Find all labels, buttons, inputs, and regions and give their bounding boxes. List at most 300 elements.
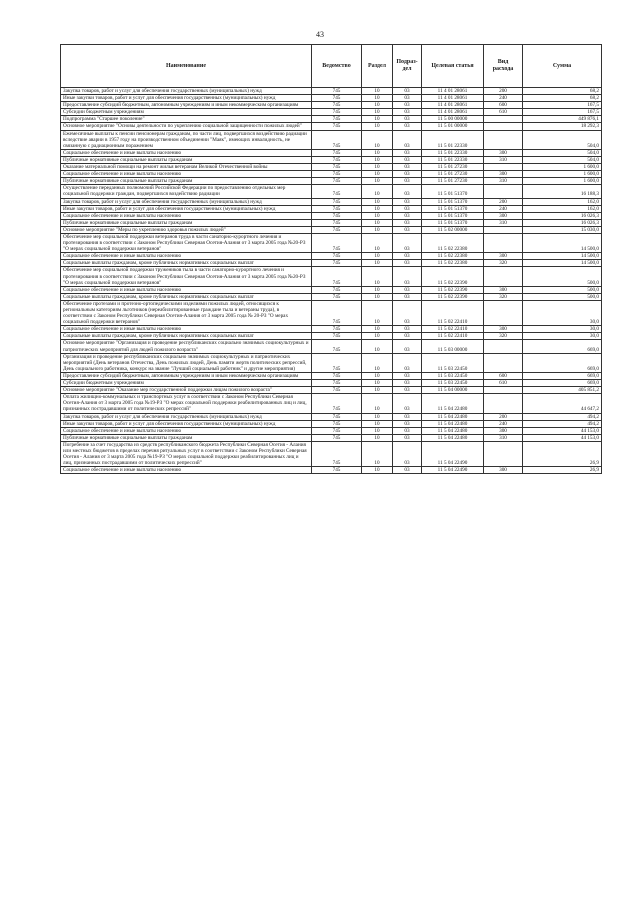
table-row [61,109,602,116]
row-name: Социальное обеспечение и иные выплаты населению [61,253,312,260]
row-name: Осуществление переданных полномочий Российской Федерации по предоставлению отдельных мер социальной поддержки граждан, подвергшихся воздействию радиации [61,185,312,198]
row-sum: 500,0 [523,267,602,286]
budget-table [60,44,602,474]
row-target-article: 11 5 04 22490 [422,441,484,466]
row-sum: 449 876,1 [523,116,602,123]
row-target-article: 11 5 01 27230 [422,171,484,178]
table-row [61,226,602,233]
table-row [61,95,602,102]
row-sum: 167,5 [523,102,602,109]
row-razdel: 10 [362,156,393,163]
row-vedomstvo: 745 [312,427,362,434]
row-vedomstvo: 745 [312,413,362,420]
row-name: Публичные нормативные социальные выплаты гражданам [61,434,312,441]
row-target-article: 11 5 03 22450 [422,372,484,379]
row-target-article: 11 5 02 22410 [422,300,484,325]
row-podrazdel: 03 [393,353,422,372]
row-podrazdel: 03 [393,467,422,474]
row-podrazdel: 03 [393,333,422,340]
row-podrazdel: 03 [393,394,422,413]
row-name: Закупка товаров, работ и услуг для обеспечения государственных (муниципальных) нужд [61,198,312,205]
row-razdel: 10 [362,372,393,379]
row-expense-type: 200 [484,198,523,205]
row-vedomstvo: 745 [312,205,362,212]
row-sum: 14 500,0 [523,253,602,260]
row-name: Обеспечение мер социальной поддержки тружеников тыла в части санаторно-курортного лечения и протезирования в соответствии с Законом Республики Северная Осетия-Алания от 3 марта 2005 года №20-РЗ "О мерах социальной поддержки ветеранов" [61,267,312,286]
row-razdel: 10 [362,109,393,116]
row-vedomstvo: 745 [312,109,362,116]
row-razdel: 10 [362,164,393,171]
row-expense-type: 320 [484,293,523,300]
row-podrazdel: 03 [393,326,422,333]
row-razdel: 10 [362,267,393,286]
row-sum: 494,2 [523,413,602,420]
table-row [61,219,602,226]
row-sum: 405 851,2 [523,387,602,394]
row-expense-type: 310 [484,178,523,185]
row-podrazdel: 03 [393,253,422,260]
row-expense-type: 610 [484,380,523,387]
table-row [61,420,602,427]
row-vedomstvo: 745 [312,178,362,185]
row-podrazdel: 03 [393,102,422,109]
row-sum: 44 153,0 [523,434,602,441]
row-podrazdel: 03 [393,185,422,198]
row-vedomstvo: 745 [312,123,362,130]
row-target-article: 11 5 01 22330 [422,130,484,149]
row-razdel: 10 [362,102,393,109]
row-sum: 68,2 [523,95,602,102]
row-expense-type: 320 [484,260,523,267]
row-sum: 162,0 [523,198,602,205]
row-target-article: 11 5 02 22380 [422,260,484,267]
table-row [61,164,602,171]
row-vedomstvo: 745 [312,353,362,372]
row-target-article: 11 5 01 51370 [422,212,484,219]
row-podrazdel: 03 [393,226,422,233]
row-sum: 16 026,3 [523,212,602,219]
row-vedomstvo: 745 [312,219,362,226]
row-target-article: 11 5 04 00000 [422,387,484,394]
row-vedomstvo: 745 [312,467,362,474]
row-target-article: 11 5 01 51370 [422,205,484,212]
row-target-article: 11 5 01 27230 [422,178,484,185]
row-vedomstvo: 745 [312,333,362,340]
table-row [61,413,602,420]
row-target-article: 11 5 01 51370 [422,185,484,198]
header-expense-type: Вид расхода [484,45,523,88]
row-podrazdel: 03 [393,286,422,293]
row-razdel: 10 [362,123,393,130]
row-target-article: 11 5 03 00000 [422,340,484,353]
row-podrazdel: 03 [393,219,422,226]
table-row [61,293,602,300]
row-target-article: 11 4 01 28061 [422,88,484,95]
row-target-article: 11 5 02 22390 [422,286,484,293]
row-razdel: 10 [362,326,393,333]
row-expense-type [484,233,523,252]
row-name: Организация и проведение республиканских социально значимых социокультурных и патриотических мероприятий (День ветеранов Отечества, День пожилых людей, День памяти жертв политических репрессий, День социального работника, конкурс на звание "Лучший социальный работник" и другие мероприятия) [61,353,312,372]
row-expense-type [484,300,523,325]
row-razdel: 10 [362,226,393,233]
row-expense-type: 240 [484,205,523,212]
table-row [61,380,602,387]
row-sum: 669,0 [523,380,602,387]
row-sum: 500,0 [523,286,602,293]
row-razdel: 10 [362,413,393,420]
row-expense-type: 300 [484,149,523,156]
row-name: Социальное обеспечение и иные выплаты населению [61,149,312,156]
row-expense-type [484,116,523,123]
row-razdel: 10 [362,130,393,149]
row-podrazdel: 03 [393,441,422,466]
row-name: Оказание материальной помощи на ремонт жилья ветеранам Великой Отечественной войны [61,164,312,171]
row-sum: 44 647,2 [523,394,602,413]
row-sum: 26,9 [523,441,602,466]
row-razdel: 10 [362,178,393,185]
row-name: Социальное обеспечение и иные выплаты населению [61,467,312,474]
table-row [61,434,602,441]
row-razdel: 10 [362,441,393,466]
row-name: Социальное обеспечение и иные выплаты населению [61,171,312,178]
row-sum: 16 026,3 [523,219,602,226]
row-razdel: 10 [362,260,393,267]
row-vedomstvo: 745 [312,88,362,95]
row-name: Публичные нормативные социальные выплаты гражданам [61,178,312,185]
header-vedomstvo: Ведомство [312,45,362,88]
row-expense-type [484,353,523,372]
table-row [61,253,602,260]
table-row [61,286,602,293]
table-row [61,178,602,185]
row-podrazdel: 03 [393,178,422,185]
table-row [61,340,602,353]
row-sum: 30,0 [523,333,602,340]
row-podrazdel: 03 [393,387,422,394]
row-vedomstvo: 745 [312,441,362,466]
row-razdel: 10 [362,88,393,95]
row-name: Публичные нормативные социальные выплаты гражданам [61,219,312,226]
table-row [61,156,602,163]
row-name: Оплата жилищно-коммунальных и транспортных услуг в соответствии с Законом Республики Северная Осетия-Алания от 3 марта 2005 года №19-РЗ "О мерах социальной поддержки реабилитированных лиц и лиц, признанных пострадавшими от политических репрессий" [61,394,312,413]
row-expense-type: 310 [484,219,523,226]
row-target-article: 11 5 01 51370 [422,198,484,205]
row-podrazdel: 03 [393,130,422,149]
row-vedomstvo: 745 [312,233,362,252]
row-target-article: 11 5 04 22480 [422,394,484,413]
row-razdel: 10 [362,380,393,387]
row-vedomstvo: 745 [312,95,362,102]
row-razdel: 10 [362,434,393,441]
row-name: Иные закупки товаров, работ и услуг для обеспечения государственных (муниципальных) нужд [61,205,312,212]
row-razdel: 10 [362,171,393,178]
row-razdel: 10 [362,233,393,252]
row-sum: 162,0 [523,205,602,212]
row-name: Предоставление субсидий бюджетным, автономным учреждениям и иным некоммерческим организациям [61,372,312,379]
row-name: Основное мероприятие "Оказание мер государственной поддержки лицам пожилого возраста" [61,387,312,394]
row-name: Публичные нормативные социальные выплаты гражданам [61,156,312,163]
row-podrazdel: 03 [393,123,422,130]
row-podrazdel: 03 [393,420,422,427]
row-sum: 504,0 [523,149,602,156]
row-vedomstvo: 745 [312,286,362,293]
row-name: Социальное обеспечение и иные выплаты населению [61,427,312,434]
row-target-article: 11 5 02 22380 [422,253,484,260]
row-razdel: 10 [362,116,393,123]
row-expense-type [484,130,523,149]
table-row [61,260,602,267]
header-target-article: Целевая статья [422,45,484,88]
row-sum: 14 500,0 [523,233,602,252]
row-name: Социальное обеспечение и иные выплаты населению [61,286,312,293]
row-podrazdel: 03 [393,149,422,156]
row-sum: 1 600,0 [523,171,602,178]
table-row [61,212,602,219]
table-row [61,233,602,252]
table-row [61,267,602,286]
row-sum: 44 153,0 [523,427,602,434]
row-podrazdel: 03 [393,434,422,441]
row-podrazdel: 03 [393,413,422,420]
table-row [61,149,602,156]
row-vedomstvo: 745 [312,102,362,109]
row-sum: 500,0 [523,293,602,300]
table-row [61,198,602,205]
header-razdel: Раздел [362,45,393,88]
row-name: Социальные выплаты гражданам, кроме публичных нормативных социальных выплат [61,260,312,267]
row-expense-type [484,226,523,233]
row-name: Основное мероприятие "Меры по укреплению здоровья пожилых людей" [61,226,312,233]
row-vedomstvo: 745 [312,372,362,379]
row-razdel: 10 [362,427,393,434]
table-row [61,123,602,130]
row-expense-type: 200 [484,88,523,95]
row-vedomstvo: 745 [312,156,362,163]
row-podrazdel: 03 [393,116,422,123]
row-name: Социальные выплаты гражданам, кроме публичных нормативных социальных выплат [61,293,312,300]
row-target-article: 11 5 04 22480 [422,413,484,420]
row-expense-type: 320 [484,333,523,340]
row-razdel: 10 [362,286,393,293]
row-target-article: 11 5 02 22410 [422,333,484,340]
row-podrazdel: 03 [393,233,422,252]
row-target-article: 11 5 02 22380 [422,233,484,252]
row-podrazdel: 03 [393,260,422,267]
row-vedomstvo: 745 [312,420,362,427]
row-target-article: 11 5 01 00000 [422,123,484,130]
row-sum: 669,0 [523,372,602,379]
row-target-article: 11 5 03 22450 [422,353,484,372]
row-sum: 669,0 [523,353,602,372]
row-podrazdel: 03 [393,372,422,379]
row-target-article: 11 5 04 22490 [422,467,484,474]
row-target-article: 11 5 01 51370 [422,219,484,226]
row-expense-type: 600 [484,102,523,109]
row-expense-type: 200 [484,413,523,420]
row-sum: 494,2 [523,420,602,427]
row-podrazdel: 03 [393,109,422,116]
row-sum: 504,0 [523,130,602,149]
row-name: Субсидии бюджетным учреждениям [61,109,312,116]
row-podrazdel: 03 [393,164,422,171]
row-podrazdel: 03 [393,205,422,212]
row-vedomstvo: 745 [312,387,362,394]
row-vedomstvo: 745 [312,260,362,267]
row-target-article: 11 4 01 28061 [422,95,484,102]
row-vedomstvo: 745 [312,380,362,387]
row-target-article: 11 5 02 22390 [422,293,484,300]
row-vedomstvo: 745 [312,326,362,333]
row-expense-type: 310 [484,156,523,163]
row-target-article: 11 5 04 22480 [422,434,484,441]
row-razdel: 10 [362,185,393,198]
row-target-article: 11 5 02 00000 [422,226,484,233]
row-razdel: 10 [362,205,393,212]
row-sum: 26,9 [523,467,602,474]
row-expense-type: 240 [484,95,523,102]
row-podrazdel: 03 [393,212,422,219]
table-row [61,394,602,413]
row-name: Социальные выплаты гражданам, кроме публичных нормативных социальных выплат [61,333,312,340]
row-target-article: 11 4 01 28061 [422,102,484,109]
row-sum: 14 500,0 [523,260,602,267]
row-expense-type: 300 [484,212,523,219]
table-row [61,387,602,394]
row-vedomstvo: 745 [312,116,362,123]
row-expense-type: 300 [484,286,523,293]
row-sum: 1 600,0 [523,178,602,185]
row-name: Подпрограмма "Старшее поколение" [61,116,312,123]
row-razdel: 10 [362,394,393,413]
table-row [61,441,602,466]
row-vedomstvo: 745 [312,212,362,219]
row-expense-type [484,394,523,413]
row-podrazdel: 03 [393,300,422,325]
row-razdel: 10 [362,300,393,325]
row-target-article: 11 5 02 22410 [422,326,484,333]
row-name: Погребение за счет государства из средств республиканского бюджета Республики Северная Осетия - Алания или местных бюджетов в пределах перечня ритуальных услуг в соответствии с Законом Республики Северная Осетия - Алания от 3 марта 2005 года №19-РЗ "О мерах социальной поддержки реабилитированных лиц и лиц, признанных пострадавшими от политических репрессий" [61,441,312,466]
row-expense-type: 300 [484,467,523,474]
row-vedomstvo: 745 [312,149,362,156]
row-podrazdel: 03 [393,95,422,102]
table-row [61,467,602,474]
row-expense-type [484,387,523,394]
row-name: Основное мероприятие "Основы деятельности по укреплению социальной защищенности пожилых людей" [61,123,312,130]
row-expense-type: 600 [484,372,523,379]
row-sum: 15 030,0 [523,226,602,233]
row-vedomstvo: 745 [312,293,362,300]
row-expense-type [484,267,523,286]
row-razdel: 10 [362,198,393,205]
row-vedomstvo: 745 [312,164,362,171]
row-name: Закупка товаров, работ и услуг для обеспечения государственных (муниципальных) нужд [61,413,312,420]
row-vedomstvo: 745 [312,171,362,178]
row-vedomstvo: 745 [312,130,362,149]
row-expense-type [484,123,523,130]
row-name: Закупка товаров, работ и услуг для обеспечения государственных (муниципальных) нужд [61,88,312,95]
row-razdel: 10 [362,420,393,427]
row-expense-type [484,340,523,353]
table-row [61,326,602,333]
row-razdel: 10 [362,293,393,300]
row-vedomstvo: 745 [312,434,362,441]
row-podrazdel: 03 [393,293,422,300]
table-row [61,102,602,109]
row-target-article: 11 5 01 22330 [422,149,484,156]
row-expense-type [484,441,523,466]
row-vedomstvo: 745 [312,198,362,205]
table-row [61,353,602,372]
row-podrazdel: 03 [393,380,422,387]
table-row [61,372,602,379]
header-sum: Сумма [523,45,602,88]
row-vedomstvo: 745 [312,226,362,233]
table-header-row [61,45,602,88]
row-sum: 16 188,3 [523,185,602,198]
row-vedomstvo: 745 [312,253,362,260]
row-name: Иные закупки товаров, работ и услуг для обеспечения государственных (муниципальных) нужд [61,95,312,102]
row-sum: 68,2 [523,88,602,95]
row-name: Социальное обеспечение и иные выплаты населению [61,212,312,219]
table-row [61,116,602,123]
table-row [61,130,602,149]
row-expense-type [484,164,523,171]
row-podrazdel: 03 [393,198,422,205]
row-expense-type: 300 [484,253,523,260]
row-expense-type: 240 [484,420,523,427]
table-row [61,88,602,95]
row-name: Иные закупки товаров, работ и услуг для обеспечения государственных (муниципальных) нужд [61,420,312,427]
row-razdel: 10 [362,333,393,340]
row-sum: 18 292,3 [523,123,602,130]
row-target-article: 11 5 01 27230 [422,164,484,171]
table-row [61,185,602,198]
table-row [61,300,602,325]
row-name: Основное мероприятие "Организация и проведение республиканских социально значимых социокультурных и патриотических мероприятий для людей пожилого возраста" [61,340,312,353]
row-expense-type: 300 [484,427,523,434]
row-podrazdel: 03 [393,156,422,163]
row-sum: 504,0 [523,156,602,163]
row-sum: 167,5 [523,109,602,116]
row-razdel: 10 [362,353,393,372]
row-target-article: 11 5 02 22390 [422,267,484,286]
row-razdel: 10 [362,467,393,474]
row-name: Социальное обеспечение и иные выплаты населению [61,326,312,333]
row-vedomstvo: 745 [312,300,362,325]
row-target-article: 11 5 04 22480 [422,420,484,427]
row-expense-type: 300 [484,171,523,178]
row-target-article: 11 5 04 22480 [422,427,484,434]
header-name: Наименование [61,45,312,88]
row-target-article: 11 4 01 28061 [422,109,484,116]
row-name: Обеспечение протезами и протезно-ортопедическими изделиями пожилых людей, относящихся к региональным категориям льготников (нереабилитированные граждане тыла и ветераны труда), в соответствии с Законом Республики Северная Осетия-Алания от 3 марта 2005 года № 20-РЗ "О мерах социальной поддержки ветеранов" [61,300,312,325]
row-vedomstvo: 745 [312,267,362,286]
row-razdel: 10 [362,219,393,226]
row-razdel: 10 [362,95,393,102]
row-podrazdel: 03 [393,427,422,434]
row-name: Субсидии бюджетным учреждениям [61,380,312,387]
row-podrazdel: 03 [393,267,422,286]
row-razdel: 10 [362,149,393,156]
row-vedomstvo: 745 [312,394,362,413]
row-target-article: 11 5 01 22330 [422,156,484,163]
row-podrazdel: 03 [393,88,422,95]
row-expense-type: 300 [484,326,523,333]
table-row [61,427,602,434]
row-razdel: 10 [362,212,393,219]
table-row [61,205,602,212]
page-number: 43 [316,30,324,39]
